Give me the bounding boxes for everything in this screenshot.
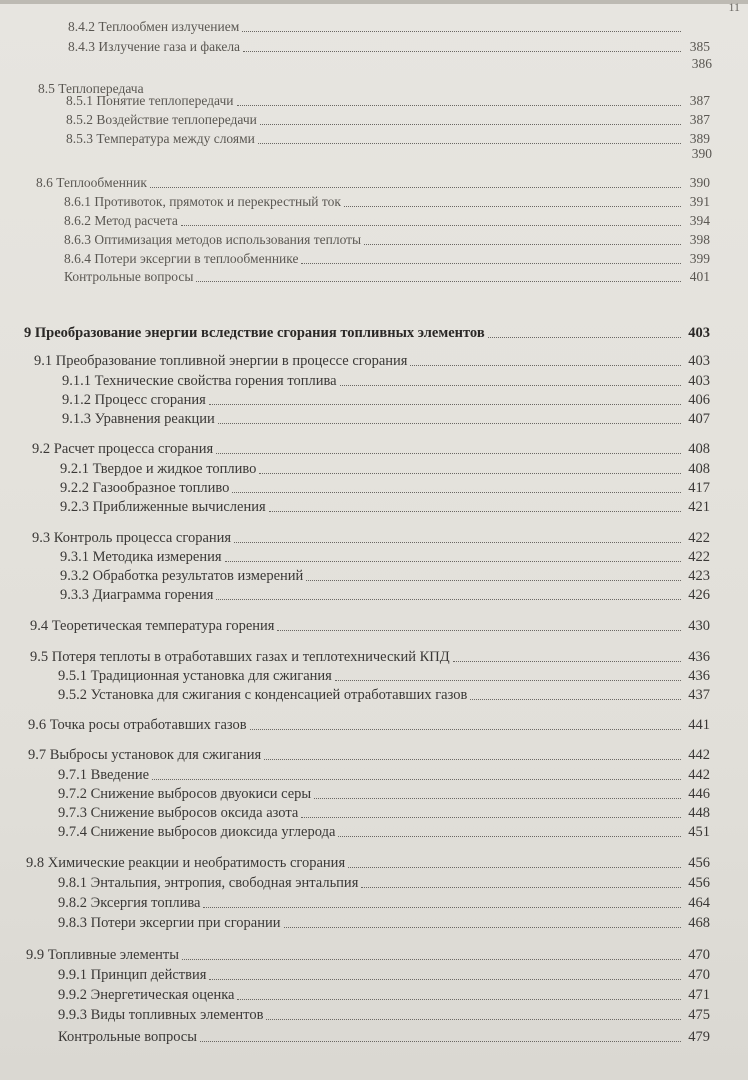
toc-entry-title: 9.7.2 Снижение выбросов двуокиси серы	[58, 786, 312, 802]
toc-entry-page: 403	[688, 325, 710, 341]
toc-chapter-heading	[24, 324, 710, 342]
toc-entry-page: 437	[688, 687, 710, 703]
toc-entry-page: 387	[689, 112, 710, 127]
toc-entry	[58, 914, 710, 932]
leader-dots	[200, 1041, 681, 1042]
leader-dots	[216, 453, 681, 454]
toc-entry-title: 9.9.1 Принцип действия	[58, 967, 207, 983]
toc-entry-page: 387	[689, 93, 710, 108]
toc-entry	[58, 986, 710, 1004]
toc-entry	[58, 966, 710, 984]
toc-entry-title: 9.6 Точка росы отработавших газов	[28, 717, 247, 733]
leader-dots	[209, 404, 681, 405]
toc-entry-title: 9.5.2 Установка для сжигания с конденсацией отработавших газов	[58, 687, 468, 703]
toc-entry	[66, 145, 712, 163]
leader-dots	[150, 187, 681, 188]
page-number: 11	[728, 0, 740, 14]
leader-dots	[335, 680, 681, 681]
toc-entry-page: 407	[688, 411, 710, 427]
toc-entry-page: 422	[688, 549, 710, 565]
toc-entry	[58, 1006, 710, 1024]
toc-entry	[28, 716, 710, 734]
toc-entry	[62, 391, 710, 409]
toc-entry	[30, 648, 710, 666]
leader-dots	[259, 473, 681, 474]
toc-entry-page: 456	[688, 855, 710, 871]
toc-entry-page: 470	[688, 967, 710, 983]
toc-entry-title: 9.2.3 Приближенные вычисления	[60, 499, 266, 515]
toc-entry-page: 451	[688, 824, 710, 840]
leader-dots	[250, 729, 681, 730]
toc-entry	[32, 529, 710, 547]
toc-entry	[60, 460, 710, 478]
toc-entry	[64, 268, 710, 286]
toc-entry-title: 9 Преобразование энергии вследствие сгорания топливных элементов	[24, 325, 485, 341]
leader-dots	[218, 423, 681, 424]
leader-dots	[258, 143, 681, 144]
toc-entry	[28, 746, 710, 764]
toc-entry-page: 456	[688, 875, 710, 891]
toc-entry-title: Контрольные вопросы	[64, 269, 194, 284]
toc-entry	[68, 18, 710, 36]
toc-entry	[60, 567, 710, 585]
toc-entry-title: 9.5 Потеря теплоты в отработавших газах и теплотехнический КПД	[30, 649, 450, 665]
toc-entry	[58, 766, 710, 784]
toc-entry-title: 8.6 Теплообменник	[36, 175, 147, 190]
leader-dots	[209, 979, 681, 980]
toc-entry	[62, 372, 710, 390]
toc-entry	[64, 231, 710, 249]
toc-entry	[58, 804, 710, 822]
leader-dots	[203, 907, 681, 908]
toc-entry-page: 423	[688, 568, 710, 584]
toc-entry-title: 9.1.1 Технические свойства горения топлива	[62, 373, 337, 389]
leader-dots	[301, 263, 681, 264]
leader-dots	[152, 779, 681, 780]
toc-entry-title: 9.1.3 Уравнения реакции	[62, 411, 215, 427]
leader-dots	[182, 959, 681, 960]
leader-dots	[266, 1019, 681, 1020]
toc-entry-title: 8.5 Теплопередача	[38, 81, 144, 96]
toc-entry	[68, 55, 712, 73]
toc-entry-title: 9.3.3 Диаграмма горения	[60, 587, 214, 603]
toc-entry-page: 408	[688, 461, 710, 477]
leader-dots	[277, 630, 681, 631]
toc-entry	[58, 667, 710, 685]
toc-entry	[58, 823, 710, 841]
toc-entry-title: 9.8.2 Эксергия топлива	[58, 895, 201, 911]
leader-dots	[225, 561, 681, 562]
toc-entry-page: 390	[691, 146, 712, 161]
toc-entry	[60, 548, 710, 566]
toc-entry-page: 408	[688, 441, 710, 457]
toc-entry-page: 436	[688, 649, 710, 665]
toc-entry-page: 430	[688, 618, 710, 634]
toc-entry-page: 441	[688, 717, 710, 733]
toc-entry-title: 8.4.2 Теплообмен излучением	[68, 19, 240, 34]
leader-dots	[344, 206, 681, 207]
toc-entry	[62, 410, 710, 428]
toc-entry-title: 8.4.3 Излучение газа и факела	[68, 39, 241, 54]
leader-dots	[410, 365, 681, 366]
toc-entry-page: 426	[688, 587, 710, 603]
toc-entry-page: 403	[688, 353, 710, 369]
leader-dots	[364, 244, 681, 245]
leader-dots	[243, 51, 681, 52]
toc-entry-page: 479	[688, 1029, 710, 1045]
toc-entry	[58, 1028, 710, 1046]
toc-entry-page: 442	[688, 767, 710, 783]
toc-entry-title: 9.2 Расчет процесса сгорания	[32, 441, 214, 457]
leader-dots	[361, 887, 681, 888]
toc-entry-page: 401	[689, 269, 710, 284]
leader-dots	[260, 124, 681, 125]
leader-dots	[314, 798, 681, 799]
toc-entry	[26, 946, 710, 964]
leader-dots	[234, 542, 681, 543]
leader-dots	[242, 31, 681, 32]
leader-dots	[340, 385, 681, 386]
toc-entry-page: 436	[688, 668, 710, 684]
toc-entry-page: 406	[688, 392, 710, 408]
leader-dots	[264, 759, 681, 760]
toc-entry	[36, 174, 710, 192]
toc-entry	[30, 617, 710, 635]
leader-dots	[269, 511, 681, 512]
leader-dots	[237, 999, 681, 1000]
toc-entry-title: 9.8 Химические реакции и необратимость сгорания	[26, 855, 346, 871]
toc-entry-page: 470	[688, 947, 710, 963]
toc-entry-title: 9.5.1 Традиционная установка для сжигания	[58, 668, 332, 684]
toc-entry-title: 9.2.1 Твердое и жидкое топливо	[60, 461, 257, 477]
toc-entry-page: 421	[688, 499, 710, 515]
leader-dots	[306, 580, 681, 581]
toc-entry	[26, 854, 710, 872]
toc-entry	[34, 352, 710, 370]
toc-entry-title: 9.4 Теоретическая температура горения	[30, 618, 275, 634]
leader-dots	[196, 281, 681, 282]
toc-entry	[66, 92, 710, 110]
toc-entry-page: 398	[689, 232, 710, 247]
toc-entry-page: 385	[689, 39, 710, 54]
toc-entry-title: 8.6.2 Метод расчета	[64, 213, 178, 228]
toc-entry-title: 9.3.2 Обработка результатов измерений	[60, 568, 304, 584]
toc-entry-page: 442	[688, 747, 710, 763]
toc-entry-title: Контрольные вопросы	[58, 1029, 197, 1045]
toc-entry-page: 475	[688, 1007, 710, 1023]
leader-dots	[216, 599, 681, 600]
toc-entry-page: 389	[689, 131, 710, 146]
toc-entry-title: 9.1 Преобразование топливной энергии в процессе сгорания	[34, 353, 408, 369]
toc-entry	[60, 498, 710, 516]
toc-entry-page: 403	[688, 373, 710, 389]
leader-dots	[301, 817, 681, 818]
toc-entry-title: 8.5.3 Температура между слоями	[66, 131, 255, 146]
toc-entry-title: 8.6.1 Противоток, прямоток и перекрестный ток	[64, 194, 341, 209]
toc-entry-page: 448	[688, 805, 710, 821]
toc-entry-page: 394	[689, 213, 710, 228]
toc-entry-page: 446	[688, 786, 710, 802]
leader-dots	[338, 836, 681, 837]
leader-dots	[181, 225, 681, 226]
leader-dots	[470, 699, 681, 700]
toc-entry-title: 9.2.2 Газообразное топливо	[60, 480, 230, 496]
toc-entry-page: 422	[688, 530, 710, 546]
toc-entry-page: 399	[689, 251, 710, 266]
toc-entry-page: 471	[688, 987, 710, 1003]
leader-dots	[488, 337, 681, 338]
toc-entry-page: 386	[691, 56, 712, 71]
toc-entry-title: 9.9.3 Виды топливных элементов	[58, 1007, 264, 1023]
toc-entry	[58, 894, 710, 912]
toc-entry-title: 9.3.1 Методика измерения	[60, 549, 222, 565]
toc-entry	[66, 111, 710, 129]
toc-entry	[60, 479, 710, 497]
toc-entry-title: 9.9 Топливные элементы	[26, 947, 180, 963]
toc-entry-title: 9.3 Контроль процесса сгорания	[32, 530, 232, 546]
toc-entry-page: 464	[688, 895, 710, 911]
leader-dots	[232, 492, 681, 493]
toc-entry	[68, 38, 710, 56]
toc-entry	[58, 785, 710, 803]
toc-entry-title: 8.6.4 Потери эксергии в теплообменнике	[64, 251, 299, 266]
toc-entry	[58, 874, 710, 892]
toc-entry-title: 8.6.3 Оптимизация методов использования теплоты	[64, 232, 362, 247]
toc-entry-title: 9.7.3 Снижение выбросов оксида азота	[58, 805, 299, 821]
toc-entry	[64, 212, 710, 230]
toc-entry-title: 9.7.1 Введение	[58, 767, 150, 783]
toc-entry-page: 468	[688, 915, 710, 931]
toc-entry-page: 417	[688, 480, 710, 496]
leader-dots	[453, 661, 681, 662]
toc-entry-title: 9.7.4 Снижение выбросов диоксида углерода	[58, 824, 336, 840]
toc-entry-title: 9.8.1 Энтальпия, энтропия, свободная энтальпия	[58, 875, 359, 891]
toc-entry-title: 9.9.2 Энергетическая оценка	[58, 987, 235, 1003]
toc-entry	[64, 193, 710, 211]
leader-dots	[348, 867, 681, 868]
leader-dots	[237, 105, 681, 106]
leader-dots	[284, 927, 682, 928]
toc-entry-page: 391	[689, 194, 710, 209]
toc-entry-page: 390	[689, 175, 710, 190]
toc-entry-title: 8.5.1 Понятие теплопередачи	[66, 93, 234, 108]
toc-entry	[60, 586, 710, 604]
toc-entry	[64, 250, 710, 268]
toc-entry-title: 9.1.2 Процесс сгорания	[62, 392, 206, 408]
toc-entry-title: 9.8.3 Потери эксергии при сгорании	[58, 915, 281, 931]
toc-entry	[32, 440, 710, 458]
toc-entry	[58, 686, 710, 704]
toc-entry-title: 9.7 Выбросы установок для сжигания	[28, 747, 262, 763]
toc-entry-title: 8.5.2 Воздействие теплопередачи	[66, 112, 257, 127]
